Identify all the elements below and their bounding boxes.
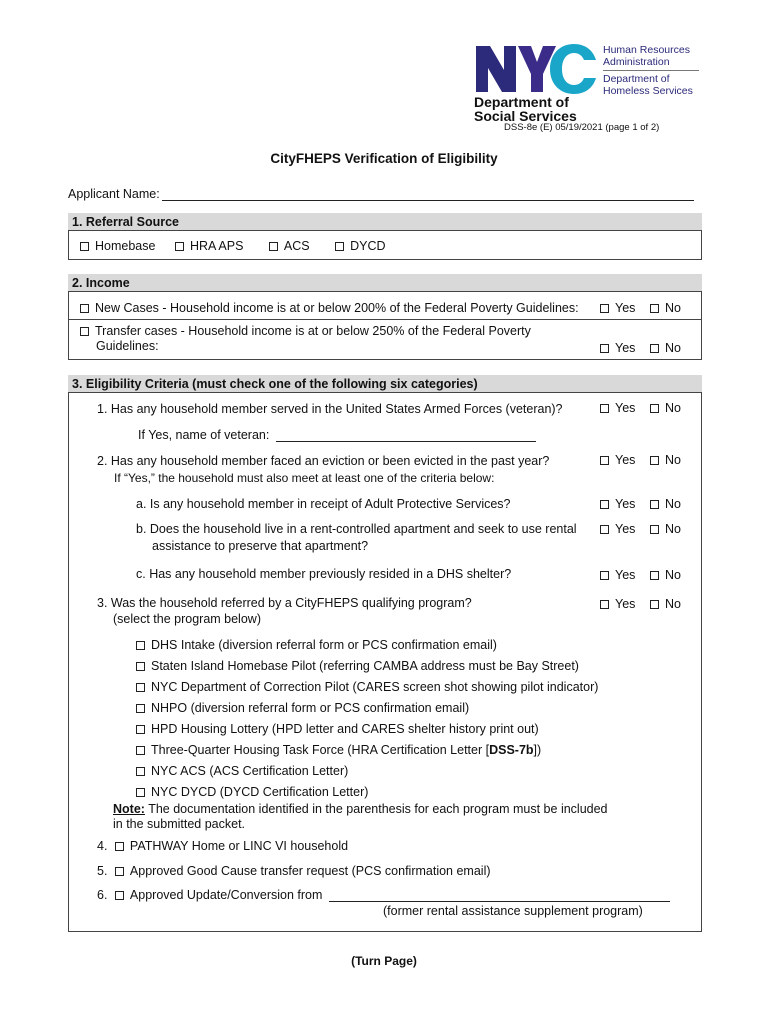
yes-label: Yes: [615, 453, 636, 467]
checkbox-icon[interactable]: [335, 242, 344, 251]
income-transfer-cases: [80, 324, 531, 354]
note-label: Note:: [113, 802, 145, 816]
checkbox-icon[interactable]: [600, 304, 609, 313]
checkbox-icon[interactable]: [115, 842, 124, 851]
checkbox-icon[interactable]: [650, 600, 659, 609]
row-divider: [68, 319, 702, 320]
question-2c: c. Has any household member previously resided in a DHS shelter?: [136, 567, 512, 581]
question-2: 2. Has any household member faced an eviction or been evicted in the past year?: [97, 454, 550, 468]
yes-no-pair: [600, 401, 681, 415]
checkbox-icon[interactable]: [136, 662, 145, 671]
question-number: 5.: [97, 864, 108, 878]
income-row-text-cont: Guidelines:: [96, 339, 159, 353]
checkbox-icon[interactable]: [80, 242, 89, 251]
page-title: CityFHEPS Verification of Eligibility: [270, 151, 498, 166]
former-program-field[interactable]: [329, 887, 670, 902]
question-number: 4.: [97, 839, 108, 853]
agency-line: Human Resources: [603, 44, 690, 56]
checkbox-icon[interactable]: [136, 641, 145, 650]
form-id: DSS-8e (E) 05/19/2021 (page 1 of 2): [504, 122, 660, 133]
yes-label: Yes: [615, 597, 636, 611]
checkbox-dycd[interactable]: [335, 239, 385, 253]
question-3: 3. Was the household referred by a CityFHEPS qualifying program?: [97, 596, 472, 610]
program-label: NHPO (diversion referral form or PCS confirmation email): [151, 701, 470, 715]
checkbox-icon[interactable]: [136, 683, 145, 692]
income-new-cases: [80, 301, 579, 315]
veteran-name-field[interactable]: [276, 427, 536, 442]
question-2b-line: assistance to preserve that apartment?: [152, 539, 369, 553]
nyc-logo-icon: [474, 40, 598, 96]
yes-no-pair: [600, 522, 681, 536]
yes-no-pair: [600, 597, 681, 611]
no-label: No: [665, 401, 681, 415]
program-item[interactable]: [136, 761, 598, 782]
yes-no-pair: [600, 568, 681, 582]
note-text: in the submitted packet.: [113, 817, 246, 831]
applicant-name-label: Applicant Name:: [68, 187, 160, 201]
checkbox-icon[interactable]: [650, 304, 659, 313]
yes-label: Yes: [615, 401, 636, 415]
no-label: No: [665, 497, 681, 511]
question-2a: a. Is any household member in receipt of Adult Protective Services?: [136, 497, 511, 511]
yes-no-pair: [600, 301, 681, 315]
checkbox-hra-aps[interactable]: [175, 239, 244, 253]
question-4: [97, 839, 348, 853]
program-note: [113, 802, 608, 832]
question-2b: [136, 521, 577, 555]
checkbox-icon[interactable]: [175, 242, 184, 251]
checkbox-icon[interactable]: [650, 456, 659, 465]
yes-no-pair: [600, 453, 681, 467]
question-5: [97, 864, 491, 878]
checkbox-icon[interactable]: [600, 571, 609, 580]
section-heading: 1. Referral Source: [68, 213, 702, 231]
program-label: NYC Department of Correction Pilot (CARES screen shot showing pilot indicator): [151, 680, 599, 694]
program-label: Three-Quarter Housing Task Force (HRA Certification Letter [: [151, 743, 490, 757]
section-heading: 2. Income: [68, 274, 702, 292]
yes-label: Yes: [615, 568, 636, 582]
question-number: 6.: [97, 888, 108, 902]
checkbox-icon[interactable]: [269, 242, 278, 251]
checkbox-acs[interactable]: [269, 239, 310, 253]
program-label: NYC ACS (ACS Certification Letter): [151, 764, 349, 778]
checkbox-homebase[interactable]: [80, 239, 155, 253]
question-6-sub: (former rental assistance supplement program): [383, 904, 643, 918]
option-label: DYCD: [350, 239, 386, 253]
dept-name-line2: Social Services: [474, 108, 577, 124]
veteran-name-label: If Yes, name of veteran:: [138, 428, 270, 442]
checkbox-icon[interactable]: [115, 891, 124, 900]
checkbox-icon[interactable]: [600, 404, 609, 413]
program-label: HPD Housing Lottery (HPD letter and CARES shelter history print out): [151, 722, 539, 736]
program-item[interactable]: [136, 635, 598, 656]
program-list: [136, 635, 598, 803]
no-label: No: [665, 597, 681, 611]
program-label: DHS Intake (diversion referral form or PCS confirmation email): [151, 638, 497, 652]
checkbox-icon[interactable]: [650, 525, 659, 534]
checkbox-icon[interactable]: [600, 525, 609, 534]
checkbox-icon[interactable]: [650, 500, 659, 509]
yes-no-pair: [600, 497, 681, 511]
checkbox-icon[interactable]: [650, 344, 659, 353]
program-item[interactable]: [136, 719, 598, 740]
no-label: No: [665, 341, 681, 355]
checkbox-icon[interactable]: [136, 788, 145, 797]
no-label: No: [665, 522, 681, 536]
note-text: The documentation identified in the parenthesis for each program must be included: [144, 802, 608, 816]
question-2-note: If “Yes,” the household must also meet at least one of the criteria below:: [114, 471, 495, 485]
option-label: Homebase: [95, 239, 156, 253]
program-item[interactable]: [136, 782, 598, 803]
agency-line: Administration: [603, 56, 670, 68]
program-label: Staten Island Homebase Pilot (referring CAMBA address must be Bay Street): [151, 659, 579, 673]
option-label: HRA APS: [189, 239, 244, 253]
checkbox-icon[interactable]: [80, 327, 89, 336]
section-heading: 3. Eligibility Criteria (must check one of the following six categories): [68, 375, 702, 393]
turn-page-note: (Turn Page): [351, 954, 417, 968]
checkbox-icon[interactable]: [136, 704, 145, 713]
nyc-logo: [474, 40, 598, 96]
yes-label: Yes: [615, 497, 636, 511]
yes-label: Yes: [615, 522, 636, 536]
checkbox-icon[interactable]: [136, 725, 145, 734]
checkbox-icon[interactable]: [650, 571, 659, 580]
agency-line: Homeless Services: [603, 85, 693, 97]
checkbox-icon[interactable]: [115, 867, 124, 876]
program-item[interactable]: [136, 656, 598, 677]
dept-name-line1: Department of: [474, 94, 569, 110]
agency-names: [603, 44, 703, 97]
question-label: PATHWAY Home or LINC VI household: [129, 839, 349, 853]
no-label: No: [665, 301, 681, 315]
checkbox-icon[interactable]: [600, 500, 609, 509]
checkbox-icon[interactable]: [80, 304, 89, 313]
checkbox-icon[interactable]: [600, 600, 609, 609]
program-label: ]): [533, 743, 542, 757]
no-label: No: [665, 453, 681, 467]
yes-no-pair: [600, 341, 681, 355]
applicant-name-field[interactable]: [162, 186, 694, 201]
checkbox-icon[interactable]: [600, 344, 609, 353]
program-item[interactable]: [136, 740, 598, 761]
income-row-text: Transfer cases - Household income is at or below 250% of the Federal Poverty: [95, 324, 531, 338]
no-label: No: [665, 568, 681, 582]
checkbox-icon[interactable]: [600, 456, 609, 465]
yes-label: Yes: [615, 301, 636, 315]
program-item[interactable]: [136, 677, 598, 698]
program-item[interactable]: [136, 698, 598, 719]
agency-line: Department of: [603, 73, 670, 85]
question-label: Approved Update/Conversion from: [129, 888, 323, 902]
question-6: [97, 888, 322, 902]
income-row-text: New Cases - Household income is at or below 200% of the Federal Poverty Guidelines:: [95, 301, 579, 315]
checkbox-icon[interactable]: [136, 746, 145, 755]
question-3-sub: (select the program below): [113, 612, 261, 626]
yes-label: Yes: [615, 341, 636, 355]
option-label: ACS: [283, 239, 310, 253]
checkbox-icon[interactable]: [136, 767, 145, 776]
checkbox-icon[interactable]: [650, 404, 659, 413]
agency-divider: [603, 70, 699, 71]
program-label-bold: DSS-7b: [489, 743, 534, 757]
question-1: 1. Has any household member served in the United States Armed Forces (veteran)?: [97, 402, 563, 416]
question-2b-line: b. Does the household live in a rent-controlled apartment and seek to use rental: [136, 522, 577, 536]
question-label: Approved Good Cause transfer request (PCS confirmation email): [129, 864, 491, 878]
program-label: NYC DYCD (DYCD Certification Letter): [151, 785, 369, 799]
referral-options: [80, 239, 386, 253]
